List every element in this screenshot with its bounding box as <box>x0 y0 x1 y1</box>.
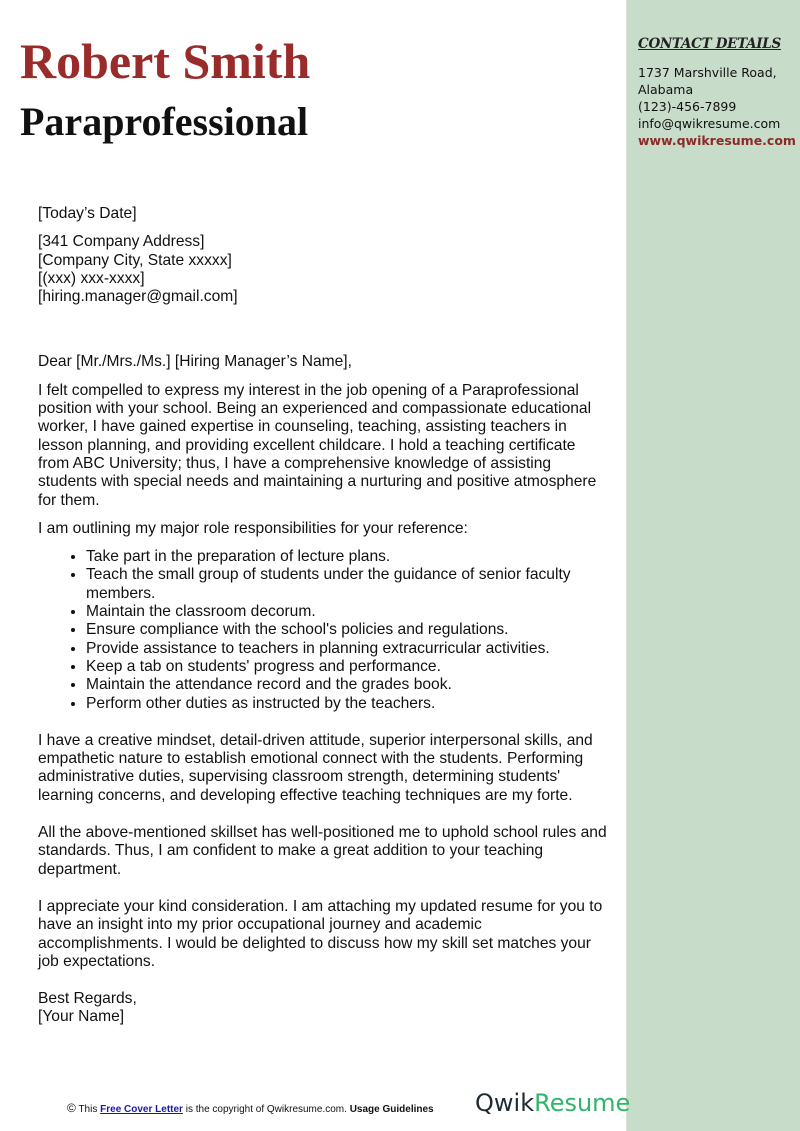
logo-text-qwik: Qwik <box>475 1089 535 1117</box>
contact-heading: CONTACT DETAILS <box>638 36 781 52</box>
footer-text: This <box>78 1104 98 1115</box>
applicant-name: Robert Smith <box>20 33 311 89</box>
letter-body <box>38 205 608 1037</box>
usage-guidelines-link[interactable]: Usage Guidelines <box>349 1104 434 1115</box>
list-item: • Provide assistance to teachers in planning extracurricular activities. <box>86 640 608 658</box>
logo-text-resume: Resume <box>534 1089 631 1117</box>
contact-address-line1: 1737 Marshville Road, <box>638 65 777 80</box>
list-item: • Take part in the preparation of lecture plans. <box>86 548 608 566</box>
contact-email[interactable]: info@qwikresume.com <box>638 116 781 131</box>
contact-sidebar <box>626 0 800 1131</box>
paragraph-confidence: All the above-mentioned skillset has well-positioned me to uphold school rules and standards. Thus, I am confident to make a great addition to your teaching department. <box>38 824 607 878</box>
list-item: • Maintain the classroom decorum. <box>86 603 608 621</box>
recipient-line: [(xxx) xxx-xxxx] <box>38 269 145 287</box>
paragraph-skills: I have a creative mindset, detail-driven attitude, superior interpersonal skills, and empathetic nature to establish emotional connect with the students. Performing administrative duties, supervising classroom strength, determining students' learning concerns, and developing effective teaching techniques are my forte. <box>38 731 593 804</box>
footer-text: is the copyright of Qwikresume.com. <box>185 1104 347 1115</box>
paragraph-intro: I felt compelled to express my interest in the job opening of a Paraprofessional position with your school. Being an experienced and compassionate educational worker, I have gained expertise in counseling, teaching, assisting teachers in lesson planning, and providing excellent childcare. I hold a teaching certificate from ABC University; thus, I have a comprehensive knowledge of assisting students with special needs and maintaining a nurturing and positive atmosphere for them. <box>38 381 597 509</box>
list-item: • Maintain the attendance record and the grades book. <box>86 676 608 694</box>
recipient-line: [hiring.manager@gmail.com] <box>38 288 238 306</box>
closing: Best Regards, <box>38 990 137 1008</box>
paragraph-responsibilities-intro: I am outlining my major role responsibilities for your reference: <box>38 519 468 537</box>
free-cover-letter-link[interactable]: Free Cover Letter <box>100 1104 183 1115</box>
letter-date: [Today’s Date] <box>38 205 137 222</box>
paragraph-closing: I appreciate your kind consideration. I am attaching my updated resume for you to have an insight into my prior occupational journey and academic accomplishments. I would be delighted to discuss how my skill set matches your job expectations. <box>38 897 603 970</box>
signature: [Your Name] <box>38 1008 125 1026</box>
responsibilities-list <box>38 548 608 713</box>
copyright-icon: © <box>67 1101 76 1115</box>
list-item: • Teach the small group of students under the guidance of senior faculty members. <box>86 566 608 603</box>
qwikresume-logo[interactable] <box>475 1089 630 1117</box>
contact-website[interactable]: www.qwikresume.com <box>638 133 796 148</box>
contact-address-line2: Alabama <box>638 82 694 97</box>
recipient-line: [Company City, State xxxxx] <box>38 251 232 269</box>
list-item: • Keep a tab on students' progress and performance. <box>86 658 608 676</box>
list-item: • Perform other duties as instructed by the teachers. <box>86 695 608 713</box>
list-item: • Ensure compliance with the school's policies and regulations. <box>86 621 608 639</box>
contact-phone: (123)-456-7899 <box>638 99 737 114</box>
footer <box>67 1101 434 1115</box>
salutation: Dear [Mr./Mrs./Ms.] [Hiring Manager’s Name], <box>38 353 352 371</box>
recipient-line: [341 Company Address] <box>38 233 205 251</box>
job-title: Paraprofessional <box>20 99 309 144</box>
